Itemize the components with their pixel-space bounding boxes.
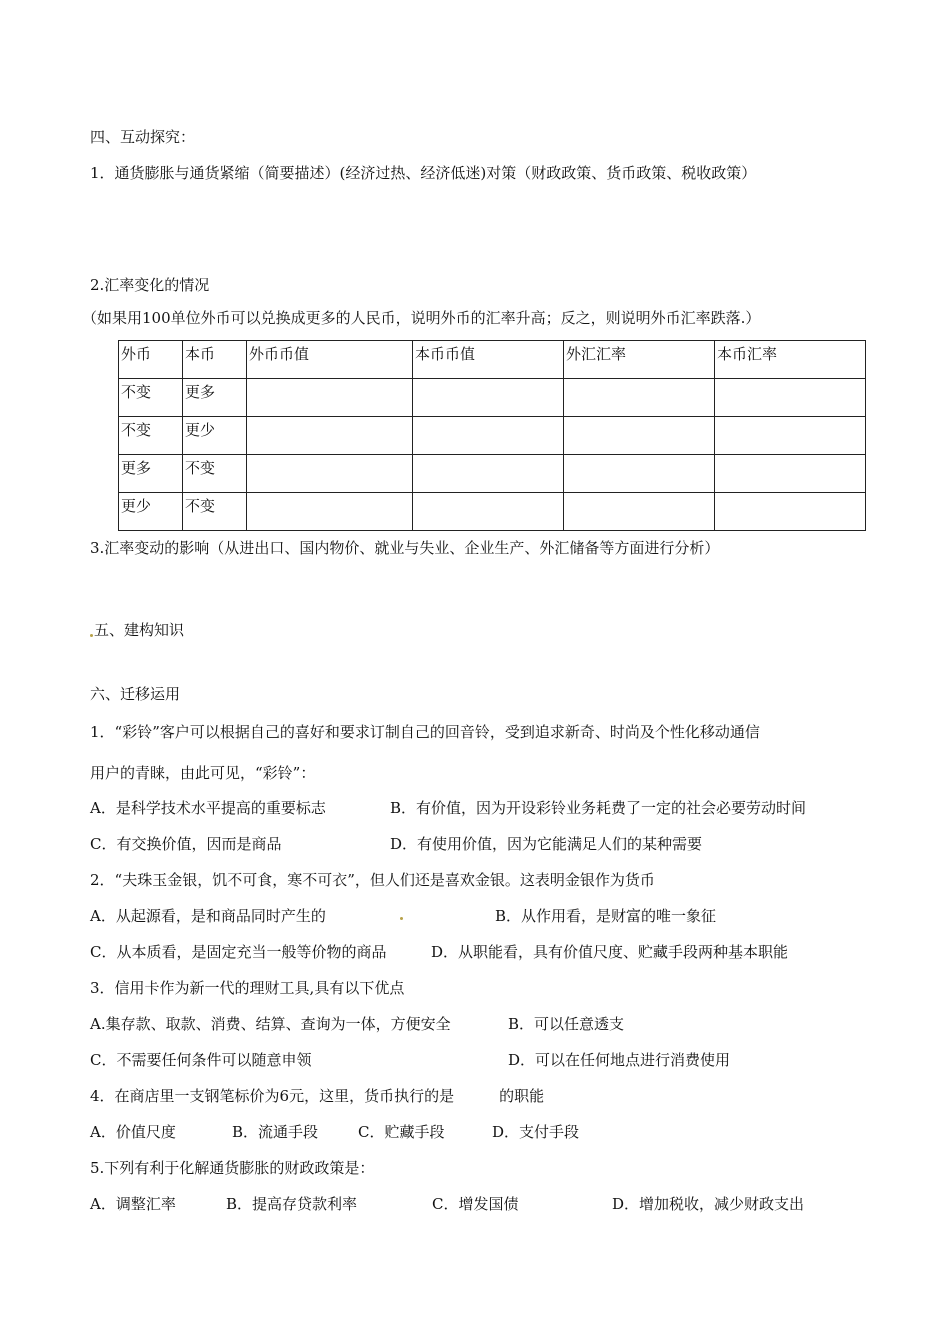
- table-row: [119, 493, 866, 531]
- table-cell: [715, 455, 866, 493]
- question-3-option-a: A.集存款、取款、消费、结算、查询为一体，方便安全: [90, 1015, 451, 1033]
- question-1-option-a: A．是科学技术水平提高的重要标志: [90, 799, 326, 817]
- table-cell: [564, 417, 715, 455]
- question-3-option-b: B．可以任意透支: [508, 1015, 625, 1033]
- question-1-option-b: B．有价值，因为开设彩铃业务耗费了一定的社会必要劳动时间: [390, 799, 807, 817]
- table-cell: [247, 493, 413, 531]
- section4-question-3: 3.汇率变动的影响（从进出口、国内物价、就业与失业、企业生产、外汇储备等方面进行分析）: [90, 539, 720, 557]
- section6-heading: 六、迁移运用: [90, 685, 181, 703]
- table-cell: [564, 379, 715, 417]
- question-5: 5.下列有利于化解通货膨胀的财政政策是：: [90, 1159, 375, 1177]
- table-cell: [247, 379, 413, 417]
- question-2-option-b: B．从作用看，是财富的唯一象征: [495, 907, 717, 925]
- table-cell: 更少: [183, 417, 247, 455]
- question-2: 2．“夫珠玉金银，饥不可食，寒不可衣”，但人们还是喜欢金银。这表明金银作为货币: [90, 871, 655, 889]
- table-header-cell: 外币币值: [247, 341, 413, 379]
- question-3-option-d: D．可以在任何地点进行消费使用: [508, 1051, 731, 1069]
- table-cell: [413, 379, 564, 417]
- question-3: 3．信用卡作为新一代的理财工具,具有以下优点: [90, 979, 405, 997]
- table-header-cell: 本币: [183, 341, 247, 379]
- section4-heading: 四、互动探究：: [90, 128, 196, 146]
- table-header-row: [119, 341, 866, 379]
- table-cell: 更少: [119, 493, 183, 531]
- question-1-line-2: 用户的青睐，由此可见，“彩铃”：: [90, 764, 316, 782]
- section4-question-2-note: （如果用100单位外币可以兑换成更多的人民币，说明外币的汇率升高；反之，则说明外币汇率跌落.）: [82, 309, 761, 327]
- exchange-rate-table: [118, 340, 866, 531]
- table-cell: 不变: [119, 417, 183, 455]
- table-cell: [413, 455, 564, 493]
- table-cell: 更多: [119, 455, 183, 493]
- table-cell: 不变: [183, 493, 247, 531]
- section4-question-2-title: 2.汇率变化的情况: [90, 276, 210, 294]
- question-5-option-d: D．增加税收，减少财政支出: [612, 1195, 805, 1213]
- question-2-option-c: C．从本质看，是固定充当一般等价物的商品: [90, 943, 387, 961]
- table-cell: [564, 455, 715, 493]
- table-cell: [715, 417, 866, 455]
- table-row: [119, 455, 866, 493]
- question-4-option-b: B．流通手段: [232, 1123, 319, 1141]
- table-cell: [247, 455, 413, 493]
- table-cell: 不变: [119, 379, 183, 417]
- table-header-cell: 外币: [119, 341, 183, 379]
- table-cell: [413, 493, 564, 531]
- question-1-option-c: C．有交换价值，因而是商品: [90, 835, 282, 853]
- question-4-option-c: C．贮藏手段: [358, 1123, 445, 1141]
- question-5-option-c: C．增发国债: [432, 1195, 519, 1213]
- question-1-option-d: D．有使用价值，因为它能满足人们的某种需要: [390, 835, 703, 853]
- question-2-option-a: A．从起源看，是和商品同时产生的: [90, 907, 326, 925]
- table-row: [119, 417, 866, 455]
- question-5-option-a: A．调整汇率: [90, 1195, 176, 1213]
- table-cell: [413, 417, 564, 455]
- table-row: [119, 379, 866, 417]
- question-3-option-c: C．不需要任何条件可以随意申领: [90, 1051, 312, 1069]
- table-cell: [564, 493, 715, 531]
- table-cell: [715, 493, 866, 531]
- section4-question-1: 1．通货膨胀与通货紧缩（简要描述）(经济过热、经济低迷)对策（财政政策、货币政策、税收政策）: [90, 164, 757, 182]
- table-cell: 不变: [183, 455, 247, 493]
- question-4-option-a: A．价值尺度: [90, 1123, 176, 1141]
- question-5-option-b: B．提高存贷款利率: [226, 1195, 358, 1213]
- question-1-line-1: 1．“彩铃”客户可以根据自己的喜好和要求订制自己的回音铃，受到追求新奇、时尚及个性化移动通信: [90, 723, 760, 741]
- table-header-cell: 本币币值: [413, 341, 564, 379]
- section5-heading: 五、建构知识: [94, 621, 185, 639]
- stray-dot-mark: [90, 634, 93, 637]
- table-cell: 更多: [183, 379, 247, 417]
- question-4: 4．在商店里一支钢笔标价为6元，这里，货币执行的是 的职能: [90, 1087, 545, 1105]
- question-4-option-d: D．支付手段: [492, 1123, 580, 1141]
- table-header-cell: 本币汇率: [715, 341, 866, 379]
- table-cell: [247, 417, 413, 455]
- question-2-option-d: D．从职能看，具有价值尺度、贮藏手段两种基本职能: [431, 943, 789, 961]
- stray-dot-mark: [400, 917, 403, 920]
- table-header-cell: 外汇汇率: [564, 341, 715, 379]
- table-cell: [715, 379, 866, 417]
